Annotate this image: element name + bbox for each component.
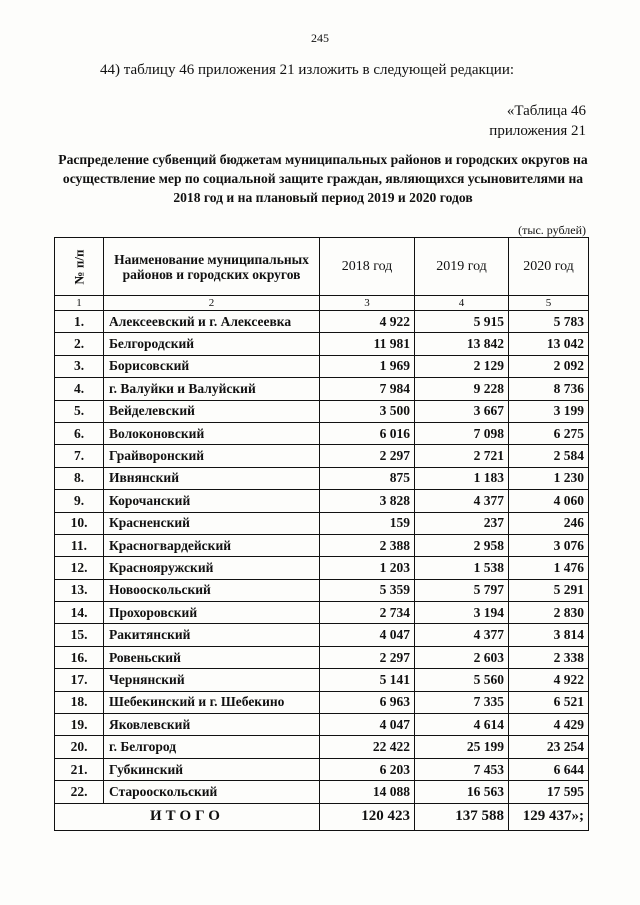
header-2018: 2018 год	[320, 238, 415, 296]
table-row	[55, 736, 589, 758]
value-2018: 6 963	[320, 691, 415, 713]
row-number: 18.	[55, 691, 104, 713]
value-2020: 1 230	[509, 467, 589, 489]
row-number: 16.	[55, 646, 104, 668]
row-number: 11.	[55, 534, 104, 556]
value-2019: 2 129	[415, 355, 509, 377]
row-number: 15.	[55, 624, 104, 646]
value-2019: 13 842	[415, 333, 509, 355]
value-2018: 11 981	[320, 333, 415, 355]
value-2018: 22 422	[320, 736, 415, 758]
value-2020: 17 595	[509, 781, 589, 803]
value-2020: 13 042	[509, 333, 589, 355]
value-2020: 4 429	[509, 714, 589, 736]
value-2020: 6 521	[509, 691, 589, 713]
value-2020: 8 736	[509, 378, 589, 400]
units-note: (тыс. рублей)	[518, 223, 586, 237]
value-2020: 1 476	[509, 557, 589, 579]
column-index: 1	[55, 296, 104, 311]
district-name: г. Белгород	[104, 736, 320, 758]
value-2020: 2 830	[509, 602, 589, 624]
table-row	[55, 400, 589, 422]
table-row	[55, 355, 589, 377]
value-2019: 4 614	[415, 714, 509, 736]
table-row	[55, 714, 589, 736]
header-name: Наименование муниципальных районов и городских округов	[104, 238, 320, 296]
table-row	[55, 490, 589, 512]
value-2019: 25 199	[415, 736, 509, 758]
value-2018: 3 500	[320, 400, 415, 422]
district-name: Красненский	[104, 512, 320, 534]
district-name: Белгородский	[104, 333, 320, 355]
subvention-table	[54, 237, 589, 831]
district-name: Новооскольский	[104, 579, 320, 601]
table-row	[55, 467, 589, 489]
value-2018: 2 297	[320, 646, 415, 668]
row-number: 19.	[55, 714, 104, 736]
district-name: Ракитянский	[104, 624, 320, 646]
row-number: 2.	[55, 333, 104, 355]
value-2019: 3 194	[415, 602, 509, 624]
row-number: 5.	[55, 400, 104, 422]
district-name: Ровеньский	[104, 646, 320, 668]
header-number	[55, 238, 104, 296]
table-header-row	[55, 238, 589, 296]
row-number: 6.	[55, 422, 104, 444]
district-name: Борисовский	[104, 355, 320, 377]
district-name: Алексеевский и г. Алексеевка	[104, 311, 320, 333]
value-2018: 5 141	[320, 669, 415, 691]
page-number: 245	[311, 31, 329, 45]
value-2020: 5 783	[509, 311, 589, 333]
row-number: 12.	[55, 557, 104, 579]
value-2019: 9 228	[415, 378, 509, 400]
value-2019: 2 721	[415, 445, 509, 467]
total-2019: 137 588	[415, 803, 509, 830]
table-row	[55, 579, 589, 601]
header-number-label: № п/п	[71, 249, 86, 284]
value-2020: 5 291	[509, 579, 589, 601]
value-2019: 4 377	[415, 624, 509, 646]
table-row	[55, 669, 589, 691]
column-index: 3	[320, 296, 415, 311]
value-2018: 4 047	[320, 624, 415, 646]
table-row	[55, 534, 589, 556]
table-reference	[489, 101, 586, 141]
table-row	[55, 758, 589, 780]
row-number: 14.	[55, 602, 104, 624]
header-2020: 2020 год	[509, 238, 589, 296]
value-2019: 2 958	[415, 534, 509, 556]
district-name: Корочанский	[104, 490, 320, 512]
column-index-row	[55, 296, 589, 311]
total-row	[55, 803, 589, 830]
district-name: Чернянский	[104, 669, 320, 691]
value-2019: 237	[415, 512, 509, 534]
column-index: 5	[509, 296, 589, 311]
value-2020: 246	[509, 512, 589, 534]
value-2020: 2 338	[509, 646, 589, 668]
value-2018: 2 297	[320, 445, 415, 467]
district-name: Вейделевский	[104, 400, 320, 422]
row-number: 4.	[55, 378, 104, 400]
value-2019: 2 603	[415, 646, 509, 668]
table-row	[55, 512, 589, 534]
table-row	[55, 557, 589, 579]
district-name: Волоконовский	[104, 422, 320, 444]
value-2018: 2 734	[320, 602, 415, 624]
district-name: Старооскольский	[104, 781, 320, 803]
table-reference-line: «Таблица 46	[506, 103, 586, 119]
value-2018: 1 203	[320, 557, 415, 579]
row-number: 21.	[55, 758, 104, 780]
value-2020: 4 922	[509, 669, 589, 691]
table-row	[55, 311, 589, 333]
table-row	[55, 646, 589, 668]
district-name: Яковлевский	[104, 714, 320, 736]
value-2018: 4 922	[320, 311, 415, 333]
district-name: Красногвардейский	[104, 534, 320, 556]
total-2018: 120 423	[320, 803, 415, 830]
row-number: 20.	[55, 736, 104, 758]
value-2019: 5 915	[415, 311, 509, 333]
table-row	[55, 378, 589, 400]
value-2019: 1 183	[415, 467, 509, 489]
value-2019: 7 098	[415, 422, 509, 444]
document-title: Распределение субвенций бюджетам муниципальных районов и городских округов на осуществление мер по социальной защите граждан, являющихся усыновителями на 2018 год и на плановый период 2019 и 2020 годов	[58, 152, 588, 205]
value-2019: 7 335	[415, 691, 509, 713]
row-number: 8.	[55, 467, 104, 489]
district-name: Прохоровский	[104, 602, 320, 624]
column-index: 2	[104, 296, 320, 311]
value-2019: 4 377	[415, 490, 509, 512]
value-2020: 6 644	[509, 758, 589, 780]
row-number: 3.	[55, 355, 104, 377]
total-label: ИТОГО	[55, 803, 320, 830]
value-2018: 875	[320, 467, 415, 489]
table-row	[55, 691, 589, 713]
value-2018: 4 047	[320, 714, 415, 736]
value-2019: 7 453	[415, 758, 509, 780]
district-name: г. Валуйки и Валуйский	[104, 378, 320, 400]
row-number: 22.	[55, 781, 104, 803]
value-2019: 1 538	[415, 557, 509, 579]
value-2018: 5 359	[320, 579, 415, 601]
value-2018: 7 984	[320, 378, 415, 400]
value-2020: 3 199	[509, 400, 589, 422]
table-body	[55, 311, 589, 804]
row-number: 13.	[55, 579, 104, 601]
row-number: 7.	[55, 445, 104, 467]
table-row	[55, 445, 589, 467]
table-row	[55, 781, 589, 803]
value-2020: 23 254	[509, 736, 589, 758]
value-2019: 5 560	[415, 669, 509, 691]
table-row	[55, 422, 589, 444]
value-2020: 2 584	[509, 445, 589, 467]
value-2018: 6 016	[320, 422, 415, 444]
table-reference-line: приложения 21	[489, 123, 586, 139]
value-2020: 3 076	[509, 534, 589, 556]
value-2019: 5 797	[415, 579, 509, 601]
value-2020: 3 814	[509, 624, 589, 646]
row-number: 17.	[55, 669, 104, 691]
value-2018: 6 203	[320, 758, 415, 780]
value-2020: 6 275	[509, 422, 589, 444]
row-number: 10.	[55, 512, 104, 534]
table-row	[55, 602, 589, 624]
value-2018: 1 969	[320, 355, 415, 377]
table-row	[55, 333, 589, 355]
district-name: Губкинский	[104, 758, 320, 780]
value-2018: 159	[320, 512, 415, 534]
total-2020: 129 437»;	[509, 803, 589, 830]
row-number: 9.	[55, 490, 104, 512]
district-name: Шебекинский и г. Шебекино	[104, 691, 320, 713]
value-2018: 14 088	[320, 781, 415, 803]
table-row	[55, 624, 589, 646]
value-2020: 4 060	[509, 490, 589, 512]
district-name: Грайворонский	[104, 445, 320, 467]
value-2020: 2 092	[509, 355, 589, 377]
value-2019: 16 563	[415, 781, 509, 803]
value-2018: 3 828	[320, 490, 415, 512]
value-2018: 2 388	[320, 534, 415, 556]
column-index: 4	[415, 296, 509, 311]
district-name: Ивнянский	[104, 467, 320, 489]
row-number: 1.	[55, 311, 104, 333]
value-2019: 3 667	[415, 400, 509, 422]
district-name: Краснояружский	[104, 557, 320, 579]
amendment-intro: 44) таблицу 46 приложения 21 изложить в следующей редакции:	[100, 62, 515, 78]
header-2019: 2019 год	[415, 238, 509, 296]
